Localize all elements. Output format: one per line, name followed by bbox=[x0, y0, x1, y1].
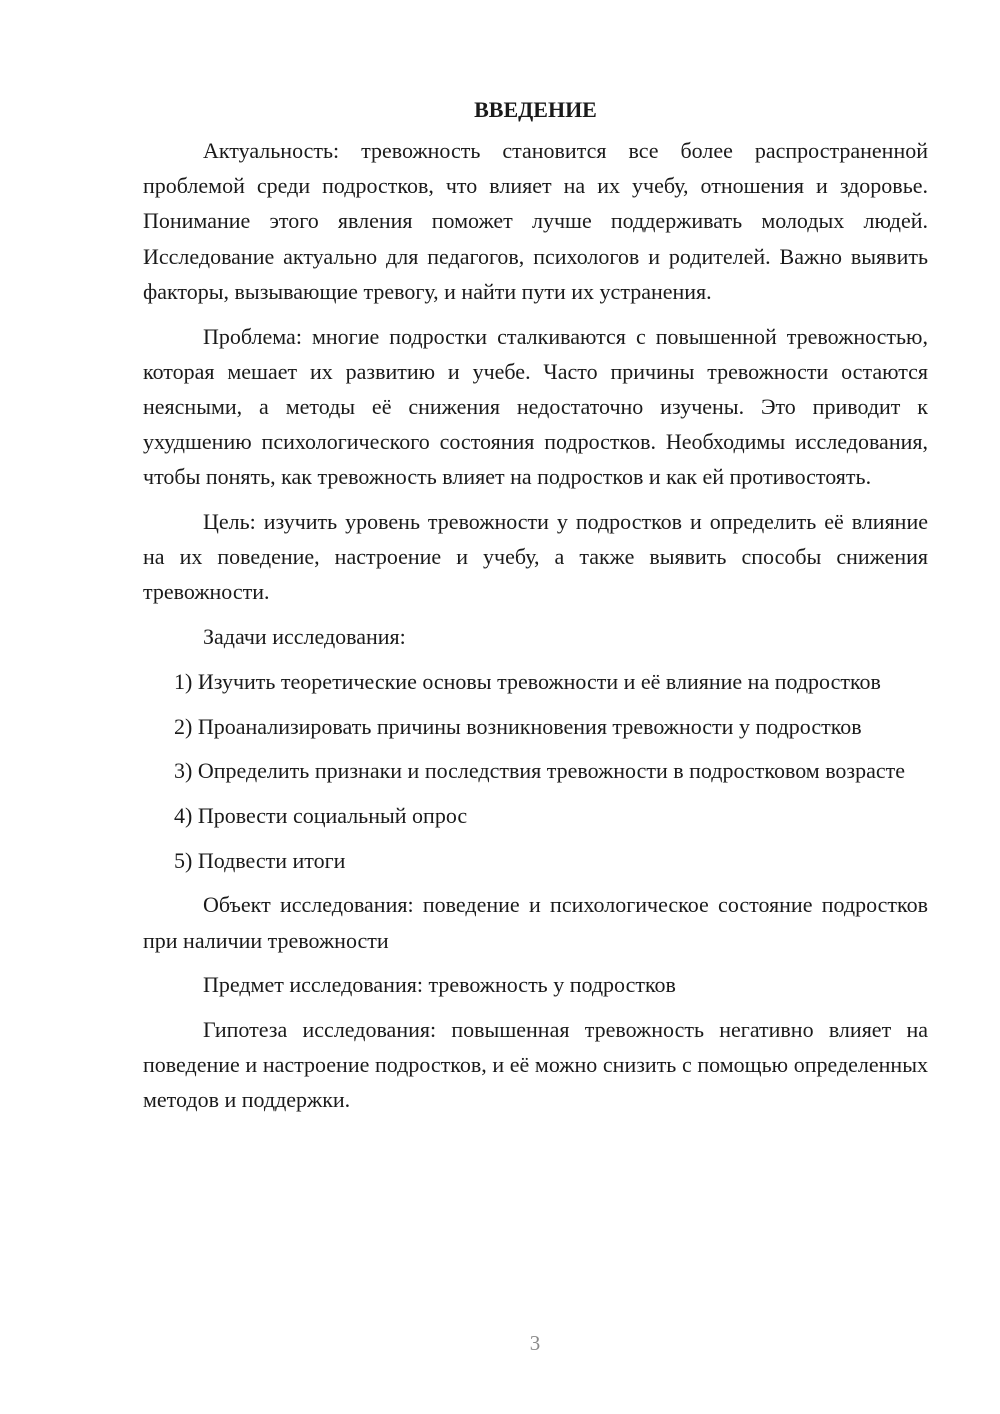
task-item: 3) Определить признаки и последствия тревожности в подростковом возрасте bbox=[174, 758, 906, 784]
task-item: 5) Подвести итоги bbox=[174, 847, 346, 873]
page-content bbox=[143, 92, 928, 1127]
goal-paragraph: Цель: изучить уровень тревожности у подростков и определить её влияние на их поведение, настроение и учебу, а также выявить способы снижения тревожности. bbox=[143, 509, 928, 605]
task-item: 1) Изучить теоретические основы тревожности и её влияние на подростков bbox=[174, 668, 881, 694]
task-item: 4) Провести социальный опрос bbox=[174, 802, 468, 828]
problem-paragraph: Проблема: многие подростки сталкиваются с повышенной тревожностью, которая мешает их развитию и учебе. Часто причины тревожности остаются неясными, а методы её снижения недостаточно изучены. Это приводит к ухудшению психологического состояния подростков. Необходимы исследования, чтобы понять, как тревожность влияет на подростков и как ей противостоять. bbox=[143, 323, 928, 490]
hypothesis-paragraph: Гипотеза исследования: повышенная тревожность негативно влияет на поведение и настроение подростков, и её можно снизить с помощью определенных методов и поддержки. bbox=[143, 1016, 928, 1113]
subject-paragraph: Предмет исследования: тревожность у подростков bbox=[203, 972, 676, 998]
task-item: 2) Проанализировать причины возникновения тревожности у подростков bbox=[174, 713, 862, 739]
relevance-paragraph: Актуальность: тревожность становится все более распространенной проблемой среди подростков, что влияет на их учебу, отношения и здоровье. Понимание этого явления поможет лучше поддерживать молодых людей. Исследование актуально для педагогов, психологов и родителей. Важно выявить факторы, вызывающие тревогу, и найти пути их устранения. bbox=[143, 138, 928, 304]
page-number: 3 bbox=[529, 1331, 541, 1355]
tasks-heading: Задачи исследования: bbox=[203, 624, 406, 650]
object-paragraph: Объект исследования: поведение и психологическое состояние подростков при наличии тревожности bbox=[143, 892, 928, 953]
section-title: ВВЕДЕНИЕ bbox=[474, 97, 597, 122]
